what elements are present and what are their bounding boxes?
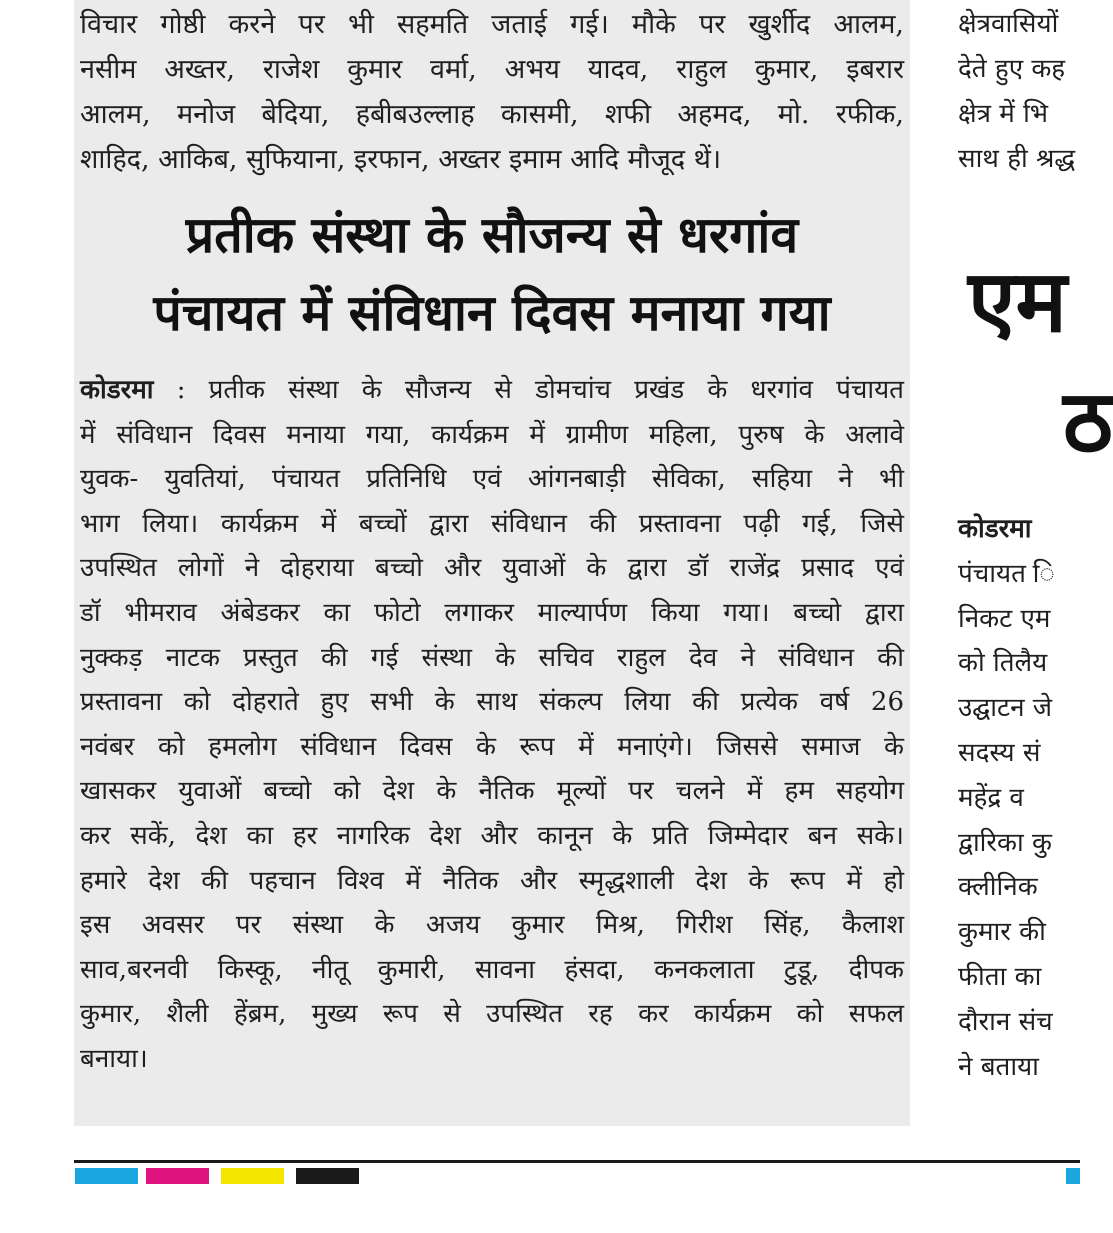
text-line: में संविधान दिवस मनाया गया, कार्यक्रम में ग्रामीण महिला, पुरुष के अलावे	[80, 419, 904, 450]
text-line: ने बताया	[958, 1051, 1039, 1082]
text-line: प्रस्तावना को दोहराते हुए सभी के साथ संकल्प लिया की प्रत्येक वर्ष 26	[80, 687, 904, 718]
dateline: कोडरमा	[80, 375, 154, 405]
text-line: कुमार की	[958, 917, 1046, 948]
text-line: नुक्कड़ नाटक प्रस्तुत की गई संस्था के सचिव राहुल देव ने संविधान की	[80, 642, 904, 673]
adjacent-top-text	[958, 2, 1075, 182]
article-body	[80, 368, 904, 1082]
text-line: साथ ही श्रद्ध	[958, 144, 1076, 174]
text-line: को तिलैय	[958, 648, 1048, 679]
cyan-registration-swatch-right	[1066, 1168, 1080, 1184]
text-line: आलम, मनोज बेदिया, हबीबउल्लाह कासमी, शफी अहमद, मो. रफीक,	[80, 99, 904, 130]
text-line: फीता का	[958, 961, 1042, 992]
adjacent-dateline: कोडरमा	[958, 514, 1032, 544]
previous-article-ending	[80, 2, 904, 182]
adjacent-headline-fragment: एम	[968, 252, 1067, 352]
text-line: क्षेत्रवासियों	[958, 9, 1059, 39]
text-line: क्लीनिक	[958, 872, 1038, 903]
black-registration-swatch	[296, 1168, 359, 1184]
adjacent-headline-fragment: ठ	[1063, 372, 1113, 472]
adjacent-article-column	[958, 0, 1113, 1126]
first-line-text: : प्रतीक संस्था के सौजन्य से डोमचांच प्रखंड के धरगांव पंचायत	[153, 375, 904, 405]
text-line: खासकर युवाओं बच्चो को देश के नैतिक मूल्यों पर चलने में हम सहयोग	[80, 776, 904, 807]
article-column	[74, 0, 910, 1126]
text-line: उद्घाटन जे	[958, 693, 1053, 724]
text-line: महेंद्र व	[958, 782, 1024, 813]
text-line: पंचायत ि	[958, 558, 1055, 589]
headline-line-2: पंचायत में संविधान दिवस मनाया गया	[153, 284, 831, 342]
text-line: हमारे देश की पहचान विश्व में नैतिक और स्मृद्धशाली देश के रूप में हो	[80, 865, 904, 896]
page-divider-rule	[74, 1160, 1080, 1163]
text-line: कुमार, शैली हेंब्रम, मुख्य रूप से उपस्थित रह कर कार्यक्रम को सफल	[80, 999, 904, 1030]
text-line: नसीम अख्तर, राजेश कुमार वर्मा, अभय यादव, राहुल कुमार, इबरार	[80, 54, 904, 85]
text-line: शाहिद, आकिब, सुफियाना, इरफान, अख्तर इमाम आदि मौजूद थें।	[80, 144, 722, 175]
text-line: भाग लिया। कार्यक्रम में बच्चों द्वारा संविधान की प्रस्तावना पढ़ी गई, जिसे	[80, 508, 904, 539]
adjacent-body-text	[958, 507, 1055, 1089]
text-line	[80, 368, 904, 413]
text-line: निकट एम	[958, 603, 1051, 634]
text-line: द्वारिका कु	[958, 827, 1052, 858]
text-line: क्षेत्र में भि	[958, 99, 1049, 129]
text-line: विचार गोष्ठी करने पर भी सहमति जताई गई। मौके पर खुर्शीद आलम,	[80, 9, 904, 40]
text-line: सदस्य सं	[958, 737, 1041, 768]
text-line: नवंबर को हमलोग संविधान दिवस के रूप में मनाएंगे। जिससे समाज के	[80, 731, 904, 762]
text-line: देते हुए कह	[958, 54, 1066, 84]
cyan-registration-swatch	[75, 1168, 138, 1184]
text-line: डॉ भीमराव अंबेडकर का फोटो लगाकर माल्यार्पण किया गया। बच्चो द्वारा	[80, 597, 904, 628]
text-line: उपस्थित लोगों ने दोहराया बच्चो और युवाओं के द्वारा डॉ राजेंद्र प्रसाद एवं	[80, 553, 904, 584]
text-line: साव,बरनवी किस्कू, नीतू कुमारी, सावना हंसदा, कनकलाता टुडू, दीपक	[80, 954, 904, 985]
text-line: युवक- युवतियां, पंचायत प्रतिनिधि एवं आंगनबाड़ी सेविका, सहिया ने भी	[80, 464, 904, 495]
text-line: बनाया।	[80, 1043, 148, 1074]
magenta-registration-swatch	[146, 1168, 209, 1184]
headline-line-1: प्रतीक संस्था के सौजन्य से धरगांव	[185, 206, 799, 264]
text-line: दौरान संच	[958, 1006, 1053, 1037]
text-line: इस अवसर पर संस्था के अजय कुमार मिश्र, गिरीश सिंह, कैलाश	[80, 910, 904, 941]
yellow-registration-swatch	[221, 1168, 284, 1184]
text-line: कर सकें, देश का हर नागरिक देश और कानून के प्रति जिम्मेदार बन सके।	[80, 820, 904, 851]
